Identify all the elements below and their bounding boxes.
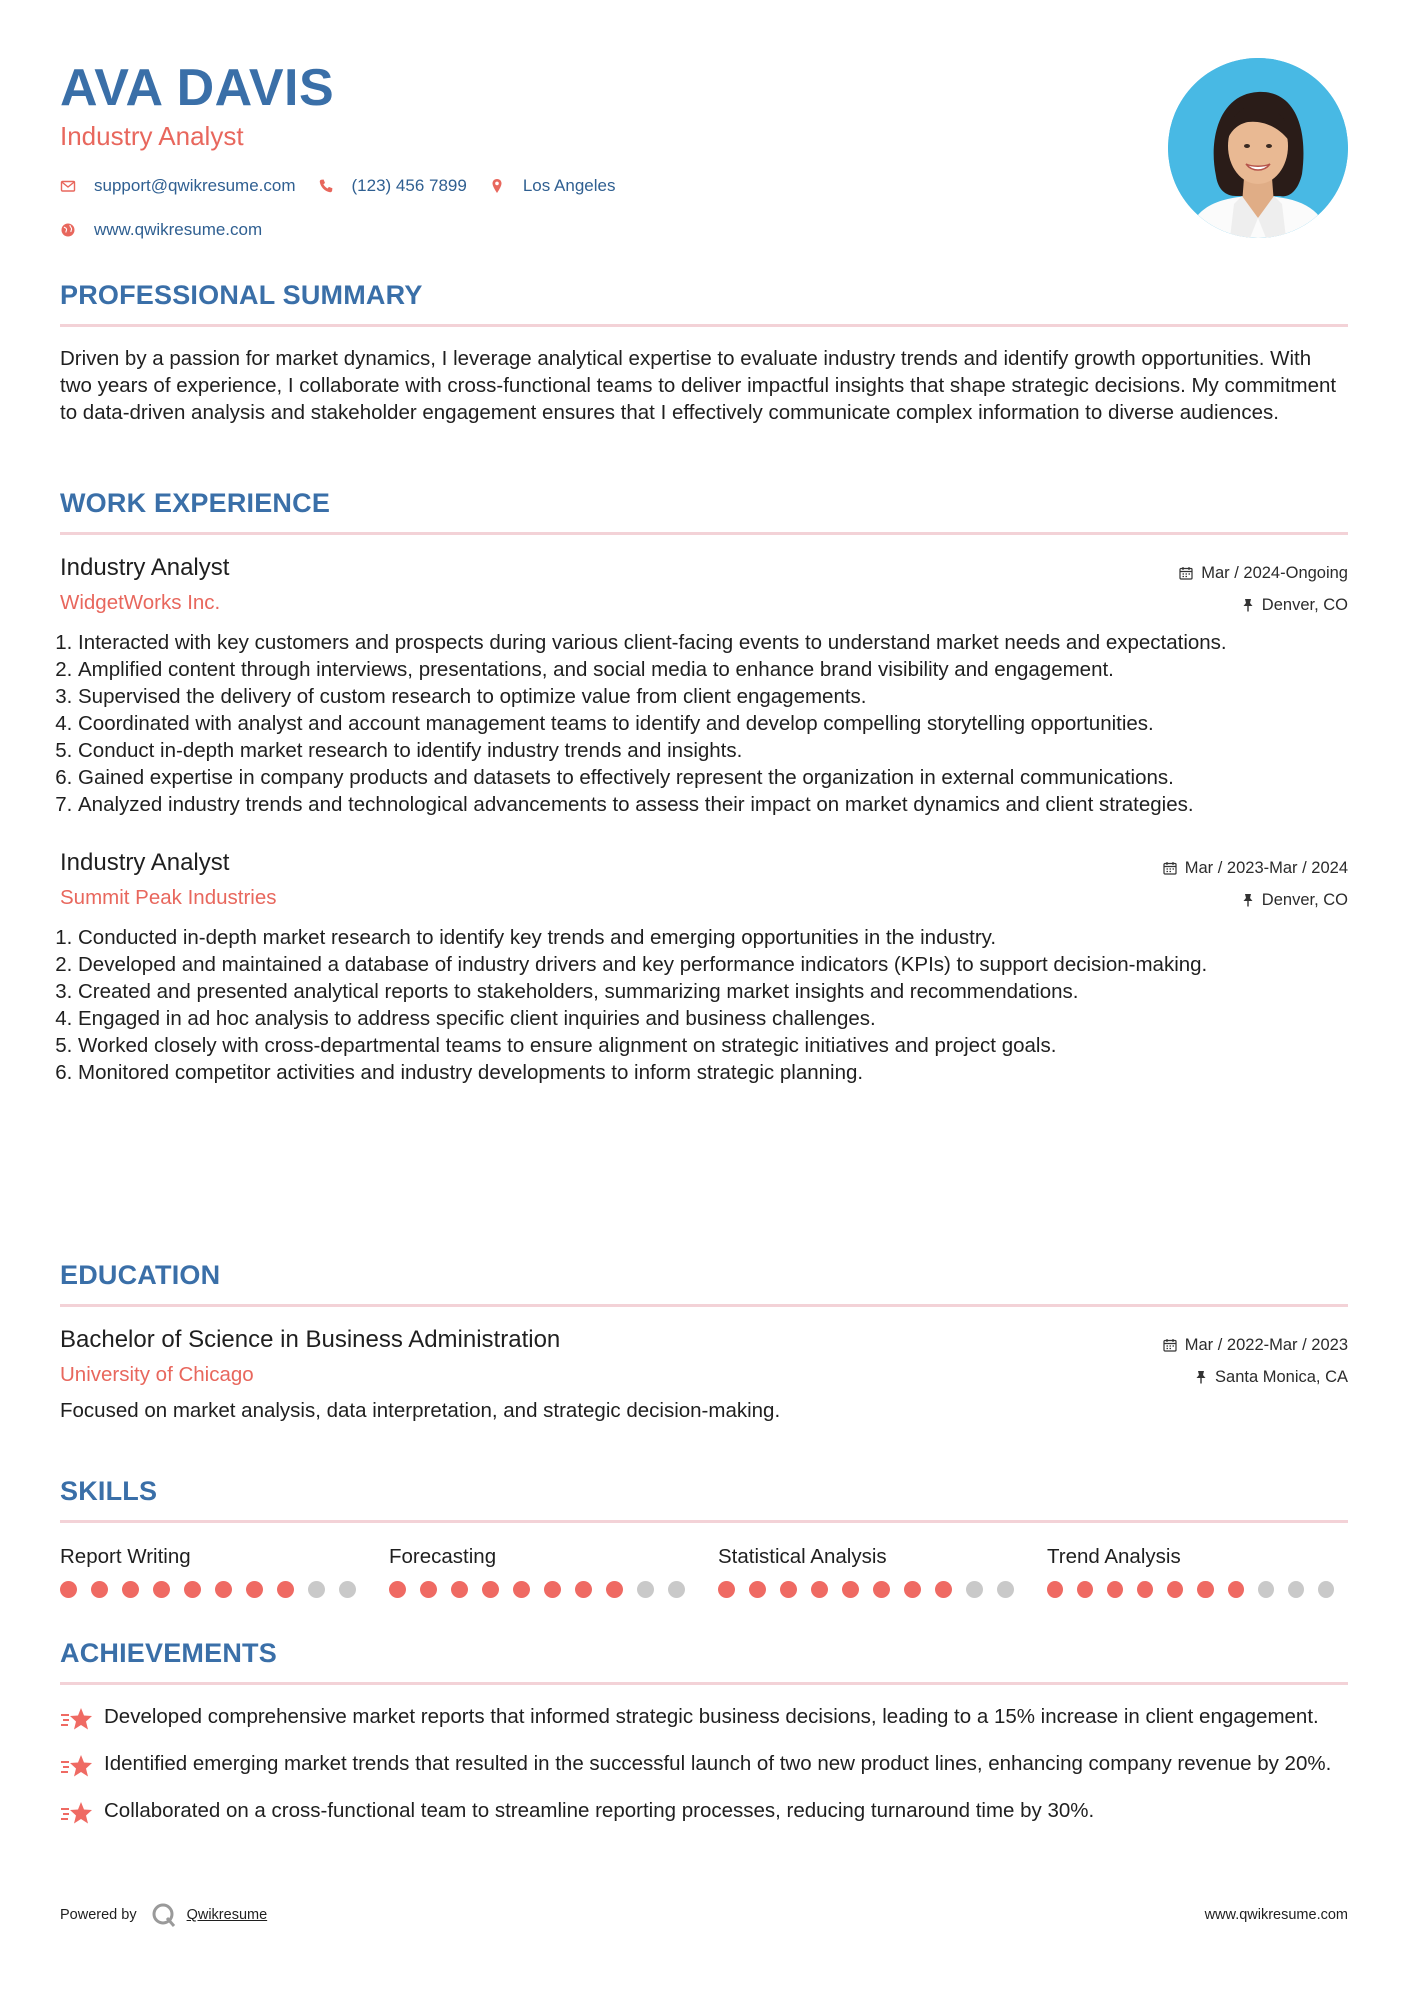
skill-dot-filled xyxy=(749,1581,766,1598)
skill-dot-filled xyxy=(842,1581,859,1598)
skill-name: Statistical Analysis xyxy=(718,1545,887,1568)
map-pin-icon xyxy=(489,178,505,194)
job-dates-row xyxy=(1179,557,1348,589)
location-text: Los Angeles xyxy=(522,176,616,195)
list-item: 4. Engaged in ad hoc analysis to address specific client inquiries and business challenges. xyxy=(78,1005,1348,1032)
degree-title: Bachelor of Science in Business Administration xyxy=(60,1326,561,1353)
skill-dot-filled xyxy=(1197,1581,1213,1598)
qwikresume-link[interactable]: Qwikresume xyxy=(186,1907,268,1923)
resume-header xyxy=(60,58,1060,240)
skill-dot-empty xyxy=(1288,1581,1304,1598)
skill-dot-filled xyxy=(122,1581,139,1598)
list-item: 5. Conduct in-depth market research to identify industry trends and insights. xyxy=(78,737,1348,764)
skill-dot-filled xyxy=(544,1581,561,1598)
pushpin-icon xyxy=(1242,598,1254,612)
list-item: 3. Created and presented analytical reports to stakeholders, summarizing market insights and recommendations. xyxy=(78,978,1348,1005)
skill-dot-filled xyxy=(1107,1581,1123,1598)
candidate-name: AVA DAVIS xyxy=(60,59,335,117)
education-location-row xyxy=(1163,1361,1348,1393)
achievement-item xyxy=(60,1703,1348,1732)
skill-dot-filled xyxy=(420,1581,437,1598)
skill-item xyxy=(718,1543,1047,1598)
summary-heading: PROFESSIONAL SUMMARY xyxy=(60,280,423,310)
job-location-row xyxy=(1179,589,1348,621)
skills-heading: SKILLS xyxy=(60,1476,158,1506)
list-item: 6. Monitored competitor activities and industry developments to inform strategic planning. xyxy=(78,1059,1348,1086)
envelope-icon xyxy=(60,178,76,194)
contact-location xyxy=(489,176,616,196)
job-title: Industry Analyst xyxy=(60,849,230,876)
star-award-icon xyxy=(60,1706,94,1732)
job-location-row xyxy=(1163,884,1348,916)
skill-dot-empty xyxy=(637,1581,654,1598)
skill-dot-filled xyxy=(389,1581,406,1598)
phone-icon xyxy=(318,178,334,194)
website-link[interactable]: www.qwikresume.com xyxy=(94,220,263,239)
contact-row xyxy=(60,176,1060,196)
skill-dot-filled xyxy=(780,1581,797,1598)
job-meta xyxy=(1179,557,1348,621)
list-item: 6. Gained expertise in company products and datasets to effectively represent the organization in external communications. xyxy=(78,764,1348,791)
contact-row-2 xyxy=(60,220,1060,240)
list-item: 5. Worked closely with cross-departmental teams to ensure alignment on strategic initiatives and project goals. xyxy=(78,1032,1348,1059)
skill-name: Trend Analysis xyxy=(1047,1545,1181,1568)
list-item: 1. Interacted with key customers and prospects during various client-facing events to understand market needs and expectations. xyxy=(78,629,1348,656)
star-award-icon xyxy=(60,1753,94,1779)
skill-dot-filled xyxy=(482,1581,499,1598)
profile-photo xyxy=(1168,58,1348,238)
achievement-text: Developed comprehensive market reports that informed strategic business decisions, leading to a 15% increase in client engagement. xyxy=(104,1705,1319,1728)
section-divider xyxy=(60,1682,1348,1685)
skill-dot-empty xyxy=(668,1581,685,1598)
list-item: 7. Analyzed industry trends and technological advancements to assess their impact on market dynamics and client strategies. xyxy=(78,791,1348,818)
job-meta xyxy=(1163,852,1348,916)
skill-dot-filled xyxy=(904,1581,921,1598)
school-name: University of Chicago xyxy=(60,1363,254,1386)
job-entry xyxy=(60,553,1348,818)
job-location: Denver, CO xyxy=(1261,890,1348,909)
skill-dot-filled xyxy=(153,1581,170,1598)
section-divider xyxy=(60,532,1348,535)
education-entry xyxy=(60,1325,1348,1424)
job-dates: Mar / 2024-Ongoing xyxy=(1201,563,1348,582)
phone-number[interactable]: (123) 456 7899 xyxy=(351,176,467,195)
experience-section xyxy=(60,486,1348,1086)
calendar-icon xyxy=(1179,566,1193,580)
skill-dot-empty xyxy=(308,1581,325,1598)
section-divider xyxy=(60,1304,1348,1307)
section-divider xyxy=(60,1520,1348,1523)
skill-dot-empty xyxy=(1258,1581,1274,1598)
email-link[interactable]: support@qwikresume.com xyxy=(94,176,296,195)
skill-dot-filled xyxy=(718,1581,735,1598)
education-heading: EDUCATION xyxy=(60,1260,221,1290)
skill-rating xyxy=(389,1581,718,1598)
skill-dot-empty xyxy=(339,1581,356,1598)
education-section xyxy=(60,1258,1348,1424)
list-item: 1. Conducted in-depth market research to identify key trends and emerging opportunities in the industry. xyxy=(78,924,1348,951)
skill-dot-filled xyxy=(1137,1581,1153,1598)
education-dates: Mar / 2022-Mar / 2023 xyxy=(1184,1335,1348,1354)
candidate-title: Industry Analyst xyxy=(60,121,244,151)
list-item: 2. Developed and maintained a database of industry drivers and key performance indicators (KPIs) to support decision-making. xyxy=(78,951,1348,978)
achievement-text: Identified emerging market trends that resulted in the successful launch of two new product lines, enhancing company revenue by 20%. xyxy=(104,1752,1332,1775)
skill-dot-filled xyxy=(215,1581,232,1598)
pushpin-icon xyxy=(1242,893,1254,907)
calendar-icon xyxy=(1163,861,1177,875)
skill-dot-filled xyxy=(1228,1581,1244,1598)
achievement-item xyxy=(60,1750,1348,1779)
star-award-icon xyxy=(60,1800,94,1826)
skill-dot-empty xyxy=(1318,1581,1334,1598)
skill-dot-filled xyxy=(277,1581,294,1598)
skill-dot-filled xyxy=(91,1581,108,1598)
page-footer xyxy=(60,1900,1348,1930)
job-title: Industry Analyst xyxy=(60,554,230,581)
skill-name: Forecasting xyxy=(389,1545,497,1568)
avatar xyxy=(1168,58,1348,238)
job-bullets xyxy=(60,924,1348,1086)
globe-icon xyxy=(60,222,76,238)
calendar-icon xyxy=(1163,1338,1177,1352)
skill-dot-filled xyxy=(1047,1581,1063,1598)
skill-dot-filled xyxy=(873,1581,890,1598)
skill-dot-empty xyxy=(966,1581,983,1598)
education-location: Santa Monica, CA xyxy=(1215,1367,1348,1386)
qwikresume-logo-icon xyxy=(151,1902,177,1928)
skill-dot-filled xyxy=(1167,1581,1183,1598)
skill-rating xyxy=(60,1581,389,1598)
skill-name: Report Writing xyxy=(60,1545,191,1568)
experience-heading: WORK EXPERIENCE xyxy=(60,488,331,518)
achievement-item xyxy=(60,1797,1348,1826)
contact-email[interactable] xyxy=(60,176,296,196)
job-company: Summit Peak Industries xyxy=(60,886,277,909)
skill-item xyxy=(389,1543,718,1598)
skill-dot-filled xyxy=(184,1581,201,1598)
skills-row xyxy=(60,1543,1348,1598)
list-item: 3. Supervised the delivery of custom research to optimize value from client engagements. xyxy=(78,683,1348,710)
education-description: Focused on market analysis, data interpretation, and strategic decision-making. xyxy=(60,1399,781,1422)
list-item: 2. Amplified content through interviews, presentations, and social media to enhance brand visibility and engagement. xyxy=(78,656,1348,683)
education-meta xyxy=(1163,1329,1348,1393)
powered-by-label: Powered by xyxy=(60,1907,137,1923)
achievements-section xyxy=(60,1636,1348,1826)
footer-website-link[interactable]: www.qwikresume.com xyxy=(1204,1907,1348,1923)
skill-dot-filled xyxy=(246,1581,263,1598)
skill-rating xyxy=(1047,1581,1348,1598)
skill-dot-filled xyxy=(811,1581,828,1598)
skill-dot-filled xyxy=(451,1581,468,1598)
skill-dot-filled xyxy=(1077,1581,1093,1598)
skill-dot-filled xyxy=(606,1581,623,1598)
pushpin-icon xyxy=(1195,1370,1207,1384)
skill-dot-filled xyxy=(513,1581,530,1598)
job-location: Denver, CO xyxy=(1261,595,1348,614)
list-item: 4. Coordinated with analyst and account management teams to identify and develop compelling storytelling opportunities. xyxy=(78,710,1348,737)
skill-item xyxy=(60,1543,389,1598)
section-divider xyxy=(60,324,1348,327)
job-dates: Mar / 2023-Mar / 2024 xyxy=(1184,858,1348,877)
summary-section xyxy=(60,278,1348,426)
job-entry xyxy=(60,848,1348,1086)
summary-text: Driven by a passion for market dynamics, I leverage analytical expertise to evaluate industry trends and identify growth opportunities. With two years of experience, I collaborate with cross-functional teams to deliver impactful insights that shape strategic decisions. My commitment to data-driven analysis and stakeholder engagement ensures that I effectively communicate complex information to diverse audiences. xyxy=(60,347,1337,424)
skill-dot-filled xyxy=(935,1581,952,1598)
achievements-heading: ACHIEVEMENTS xyxy=(60,1638,277,1668)
skill-dot-filled xyxy=(575,1581,592,1598)
skill-dot-empty xyxy=(997,1581,1014,1598)
achievement-text: Collaborated on a cross-functional team to streamline reporting processes, reducing turnaround time by 30%. xyxy=(104,1799,1095,1822)
job-company: WidgetWorks Inc. xyxy=(60,591,221,614)
skill-rating xyxy=(718,1581,1047,1598)
job-dates-row xyxy=(1163,852,1348,884)
contact-website[interactable] xyxy=(60,220,262,240)
skill-item xyxy=(1047,1543,1348,1598)
skill-dot-filled xyxy=(60,1581,77,1598)
job-bullets xyxy=(60,629,1348,818)
contact-phone[interactable] xyxy=(318,176,467,196)
skills-section xyxy=(60,1474,1348,1598)
education-dates-row xyxy=(1163,1329,1348,1361)
